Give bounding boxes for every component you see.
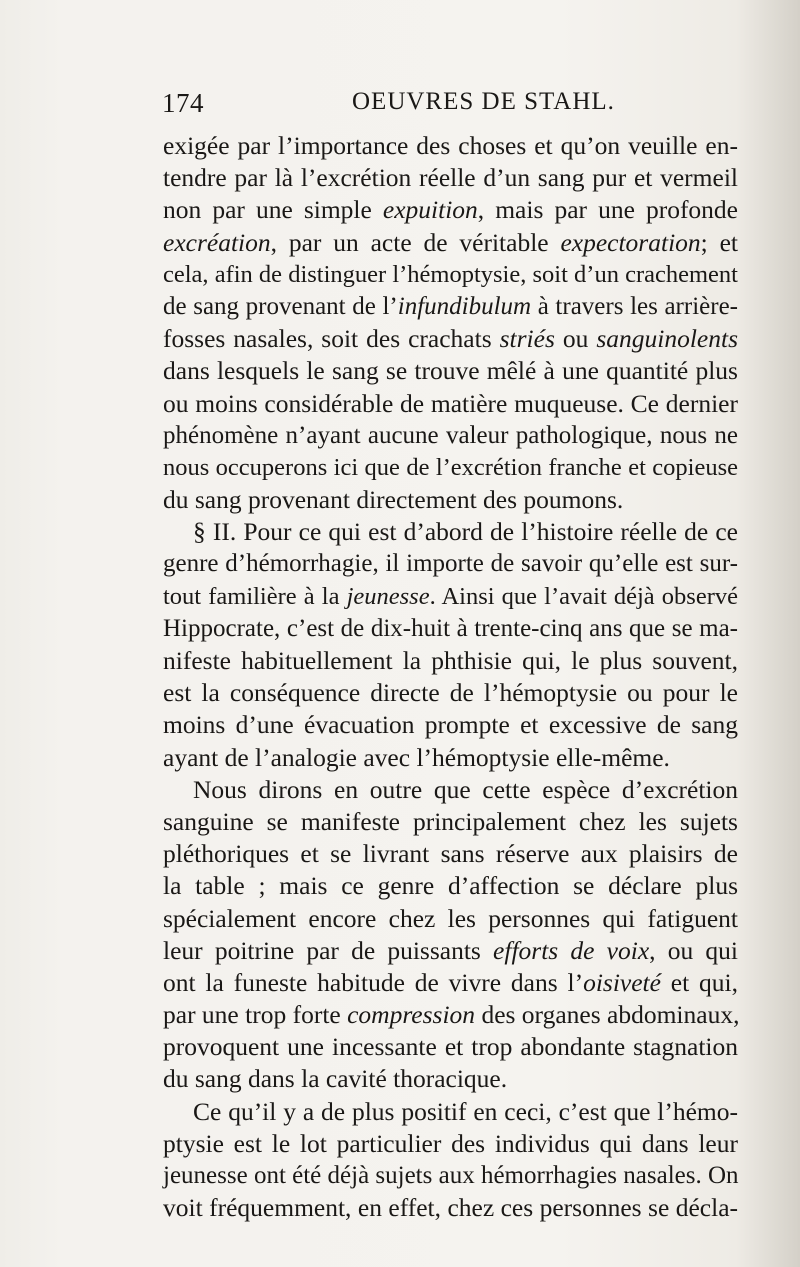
text-line: ont la funeste habitude de vivre dans l’oisiveté et qui,: [163, 967, 738, 997]
text-line: ptysie est le lot particulier des individus qui dans leur: [163, 1128, 738, 1158]
running-title: OEUVRES DE STAHL.: [352, 88, 615, 115]
text-line: jeunesse ont été déjà sujets aux hémorrhagies nasales. On: [163, 1162, 739, 1189]
text-line: provoquent une incessante et trop abondante stagnation: [163, 1032, 738, 1062]
text-line: du sang provenant directement des poumons.: [163, 485, 624, 515]
text-line: phénomène n’ayant aucune valeur pathologique, nous ne: [163, 421, 738, 449]
text-line: est la conséquence directe de l’hémoptysie ou pour le: [163, 678, 738, 708]
text-line: excréation, par un acte de véritable expectoration; et: [163, 227, 738, 257]
text-line: exigée par l’importance des choses et qu’on veuille en-: [163, 131, 738, 160]
text-line: cela, afin de distinguer l’hémoptysie, soit d’un crachement: [163, 260, 738, 288]
text-line: non par une simple expuition, mais par une profonde: [163, 195, 739, 225]
text-line: de sang provenant de l’infundibulum à travers les arrière-: [163, 292, 738, 320]
text-line: fosses nasales, soit des crachats striés ou sanguinolents: [163, 324, 739, 354]
text-line: nous occuperons ici que de l’excrétion franche et copieuse: [163, 453, 738, 481]
text-line: voit fréquemment, en effet, chez ces personnes se décla-: [163, 1193, 738, 1223]
text-line: ou moins considérable de matière muqueuse. Ce dernier: [163, 388, 738, 418]
text-line: Nous dirons en outre que cette espèce d’excrétion: [193, 774, 738, 804]
body-text: [163, 130, 738, 1224]
text-line: Hippocrate, c’est de dix-huit à trente-cinq ans que se ma-: [163, 614, 738, 642]
text-line: moins d’une évacuation prompte et excessive de sang: [163, 710, 738, 740]
page-number: 174: [162, 88, 204, 118]
text-line: spécialement encore chez les personnes qui fatiguent: [163, 903, 738, 933]
text-line: tout familière à la jeunesse. Ainsi que l’avait déjà observé: [163, 582, 738, 610]
text-line: leur poitrine par de puissants efforts de voix, ou qui: [163, 935, 738, 965]
text-line: par une trop forte compression des organes abdominaux,: [163, 1000, 740, 1030]
text-line: genre d’hémorrhagie, il importe de savoir qu’elle est sur-: [163, 550, 738, 578]
text-line: nifeste habituellement la phthisie qui, le plus souvent,: [163, 646, 738, 675]
text-line: dans lesquels le sang se trouve mêlé à une quantité plus: [163, 356, 738, 386]
text-line: la table ; mais ce genre d’affection se déclare plus: [163, 871, 738, 901]
text-line: pléthoriques et se livrant sans réserve aux plaisirs de: [163, 839, 738, 869]
text-line: § II. Pour ce qui est d’abord de l’histoire réelle de ce: [193, 517, 738, 547]
text-line: Ce qu’il y a de plus positif en ceci, c’est que l’hémo-: [193, 1096, 738, 1126]
page-header: [160, 88, 740, 128]
text-line: ayant de l’analogie avec l’hémoptysie elle-même.: [163, 742, 670, 772]
text-line: tendre par là l’excrétion réelle d’un sang pur et vermeil: [163, 163, 738, 193]
text-line: sanguine se manifeste principalement chez les sujets: [163, 806, 738, 836]
text-line: du sang dans la cavité thoracique.: [163, 1064, 508, 1094]
